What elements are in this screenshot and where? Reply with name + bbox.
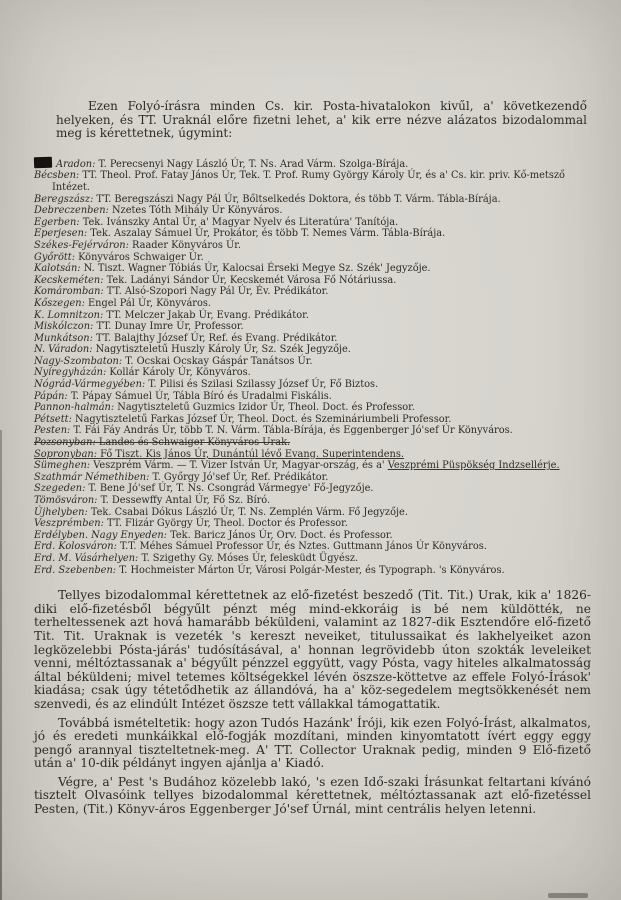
paragraph-payment-notice: Tellyes bizodalommal kérettetnek az elő-fizetést beszedő (Tit. Tit.) Urak, kik a' 1826-diki elő-fizetésből bégyűlt pénzt még mind-ekkoráig is bé nem küldötték, ne terheltessenek azt hová hamarább béküldeni, valamint az 1827-dik Esztendőre elő-fizető Tit. Tit. Uraknak is vezeték 's kereszt neveiket, titulussaikat és lakhelyeiket azon legközelebbi Pósta-járás' tudósításával, a' honnan legrövidebb úton szokták leveleiket venni, méltóztassanak a' bégyűlt pénzzel eggyütt, vagy Pósta, vagy hiteles alkalmatosság által béküldeni; mivel tetemes költségekkel lévén öszsze-köttetve az effele Folyó-Írások' kiadása; csak úgy tétetődhetik az állandóvá, ha a' köz-segedelem megtsökkenését nem szenvedi, és az elindúlt Intézet öszsze tett vállakkal támogattatik. (34, 588, 591, 711)
list-entry (34, 530, 593, 542)
entry-description: Tek. Ladányi Sándor Úr, Kecskemét Városa Fő Nótáriussa. (103, 274, 397, 286)
list-entry (34, 541, 593, 553)
list-entry (34, 205, 593, 217)
place-name: Beregszász: (34, 193, 94, 205)
entry-description: T. Hochmeister Márton Úr, Városi Polgár-Mester, és Typograph. 's Könyváros. (116, 564, 505, 576)
place-name: K. Lomnitzon: (34, 309, 104, 321)
entry-description: T. Pápay Sámuel Úr, Tábla Bíró és Uradalmi Fiskális. (67, 390, 332, 402)
place-name: Debreczenben: (34, 205, 109, 217)
place-name: Pápán: (34, 390, 68, 402)
entry-description: Tek. Csabai Dókus László Úr, T. Ns. Zemplén Várm. Fő Jegyzője. (87, 506, 408, 518)
entry-description: Nagytiszteletű Huszly Károly Úr, Sz. Szék Jegyzője. (92, 344, 351, 356)
entry-description: T. Bene Jó'sef Úr, T. Ns. Csongrád Vármegye' Fő-Jegyzője. (85, 483, 374, 495)
place-name: Bécsben: (34, 170, 80, 182)
list-entry (34, 472, 593, 484)
entry-description: TT. Beregszászi Nagy Pál Úr, Bőltselkedés Doktora, és több T. Várm. Tábla-Bírája. (93, 193, 501, 205)
list-entry (34, 286, 593, 298)
list-entry (34, 379, 593, 391)
entry-description: Nagytiszteletű Guzmics Izidor Úr, Theol. Doct. és Professor. (114, 402, 415, 414)
entry-description-underlined: Veszprémi Püspökség Indzsellérje. (387, 460, 560, 472)
entry-description: TT. Theol. Prof. Fatay János Úr, Tek. T. Prof. Rumy György Károly Úr, és a' Cs. kir. priv. Kő-metsző Intézet. (52, 170, 565, 193)
entry-description: TT. Dunay Imre Úr, Professor. (93, 321, 244, 333)
list-entry (34, 333, 593, 345)
list-entry (34, 275, 593, 287)
entry-description: T. Ocskai Ocskay Gáspár Tanátsos Úr. (122, 355, 313, 367)
list-entry (34, 402, 593, 414)
paragraph-authors-notice: Továbbá ismételtetik: hogy azon Tudós Hazánk' Íróji, kik ezen Folyó-Írást, alkalmatos, jó és eredeti munkáikkal elő-fogják mozdítani, minden kinyomtatott ívért eggy eggy pengő arannyal tiszteltetnek-meg. A' TT. Collector Uraknak pedig, minden 9 Elő-fizető után a' 10-dik példányt ingyen ajánlja a' Kiadó. (34, 715, 591, 771)
subscription-locations-list (34, 157, 593, 576)
list-entry (34, 483, 593, 495)
place-name: Tömösváron: (34, 495, 98, 506)
list-entry (34, 321, 593, 333)
entry-description: Tek. Aszalay Sámuel Úr, Prokátor, és több T. Nemes Várm. Tábla-Bírája. (87, 228, 446, 240)
list-entry (34, 356, 593, 368)
paragraph-closing-notice: Végre, a' Pest 's Budához közelebb lakó, 's ezen Idő-szaki Írásunkat feltartani kívánó tisztelt Olvasóink tellyes bizodalommal kérettetnek, méltóztassanak azt elő-fizetéssel Pesten, (Tit.) Könyv-áros Eggenberger Jó'sef Úrnál, mint centrális helyen letenni. (34, 774, 591, 817)
entry-description: Fő Tiszt. Kis János Úr, Dunántúl lévő Evang. Superintendens. (97, 448, 404, 460)
place-name: Sümeghen: (34, 460, 91, 472)
place-name: Újhelyben: (34, 506, 88, 518)
place-name: Erdélyben. Nagy Enyeden: (34, 529, 167, 541)
list-entry (34, 367, 593, 379)
list-entry (34, 553, 593, 565)
entry-description: T.T. Méhes Sámuel Professor Úr, és Nztes. Guttmann János Úr Könyváros. (116, 541, 487, 553)
place-name: Erd. M. Vásárhelyen: (34, 552, 139, 564)
list-entry (34, 217, 593, 229)
list-entry (34, 425, 593, 437)
place-name: Kőszegen: (34, 297, 85, 309)
place-name: Veszprémben: (34, 518, 104, 530)
entry-description: Nagytiszteletű Farkas József Úr, Theol. Doct. és Szemináriumbeli Professor. (71, 413, 452, 425)
place-name: N. Váradon: (34, 344, 93, 356)
place-name: Pozsonyban: (34, 437, 96, 449)
place-name: Aradon: (56, 158, 96, 170)
entry-description: TT. Melczer Jakab Úr, Evang. Prédikátor. (103, 309, 309, 321)
place-name: Komáromban: (34, 286, 104, 298)
entry-description: T. Pilisi és Szilasi Szilassy József Úr, Fő Biztos. (145, 379, 379, 391)
list-entry (34, 414, 593, 426)
list-entry (34, 298, 593, 310)
entry-description: Könyváros Schwaiger Úr. (75, 251, 204, 263)
list-entry (34, 240, 593, 252)
place-name: Erd. Szebenben: (34, 564, 117, 576)
entry-description: Raader Könyváros Úr. (128, 239, 242, 251)
list-entry (34, 310, 593, 322)
entry-description: T. Dessewffy Antal Úr, Fő Sz. Bíró. (97, 495, 271, 506)
entry-description: Engel Pál Úr, Könyváros. (84, 297, 212, 309)
place-name: Kecskeméten: (34, 274, 104, 286)
scan-edge-artifact-left (0, 430, 2, 900)
list-entry (34, 460, 593, 472)
entry-description: T. Győrgy Jó'sef Úr, Ref. Prédikátor. (149, 471, 329, 483)
entry-description: TT. Flizár György Úr, Theol. Doctor és Professor. (103, 518, 348, 530)
entry-description: Veszprém Várm. — T. Vizer István Úr, Magyar-ország, és a' (90, 460, 388, 472)
place-name: Munkátson: (34, 332, 93, 344)
list-entry (34, 437, 593, 449)
place-name: Székes-Fejérváron: (34, 239, 129, 251)
place-name: Kalotsán: (34, 263, 81, 275)
list-entry (34, 518, 593, 530)
list-entry (34, 157, 593, 171)
ink-blot (34, 156, 52, 168)
entry-description: Landes és Schwaiger Könyváros Urak. (95, 437, 291, 449)
place-name: Szegeden: (34, 483, 86, 495)
place-name: Nagy-Szombaton: (34, 355, 123, 367)
entry-description: Tek. Baricz János Úr, Orv. Doct. és Professor. (167, 529, 393, 541)
place-name: Szathmár Némethiben: (34, 471, 150, 483)
place-name: Pannon-halmán: (34, 402, 115, 414)
place-name: Eperjesen: (34, 228, 88, 240)
entry-description: TT. Alsó-Szopori Nagy Pál Úr, Év. Prédikátor. (103, 286, 329, 298)
list-entry (34, 507, 593, 519)
place-name: Győrött: (34, 251, 76, 263)
entry-description: N. Tiszt. Wagner Tóbiás Úr, Kalocsai Érseki Megye Sz. Szék' Jegyzője. (80, 263, 431, 275)
entry-description: T. Fái Fáy András Úr, több T. N. Várm. Tábla-Bírája, és Eggenberger Jó'sef Úr Könyváros. (70, 425, 513, 437)
entry-description: Kollár Károly Úr, Könyváros. (106, 367, 251, 379)
entry-description: TT. Balajthy József Úr, Ref. és Evang. Prédikátor. (92, 332, 338, 344)
scan-edge-artifact-bottom (548, 893, 588, 898)
list-entry (34, 170, 593, 193)
body-paragraphs (34, 589, 591, 817)
list-entry (34, 344, 593, 356)
list-entry (34, 252, 593, 264)
list-entry (34, 194, 593, 206)
entry-description: Tek. Ivánszky Antal Úr, a' Magyar Nyelv és Literatúra' Tanítója. (79, 216, 399, 228)
entry-description: T. Perecsenyi Nagy László Úr, T. Ns. Arad Várm. Szolga-Bírája. (95, 158, 409, 170)
place-name: Egerben: (34, 216, 80, 228)
place-name: Pétsett: (34, 413, 72, 425)
place-name: Miskólczon: (34, 321, 94, 333)
list-entry (34, 391, 593, 403)
place-name: Erd. Kolosváron: (34, 541, 117, 553)
list-entry (34, 495, 593, 507)
place-name: Nyíregyházán: (34, 367, 107, 379)
list-entry (34, 565, 593, 577)
place-name: Nógrád-Vármegyében: (34, 379, 146, 391)
entry-description: Nzetes Tóth Mihály Úr Könyváros. (108, 205, 283, 217)
intro-paragraph: Ezen Folyó-írásra minden Cs. kir. Posta-hivatalokon kivűl, a' következendő helyeken, és TT. Uraknál előre fizetni lehet, a' kik erre nézve alázatos bizodalommal meg is kérettetnek, úgymint: (56, 99, 587, 141)
list-entry (34, 449, 593, 461)
entry-description: T. Szigethy Gy. Móses Úr, felesküdt Ügyész. (138, 552, 359, 564)
list-entry (34, 228, 593, 240)
place-name: Pesten: (34, 425, 71, 437)
place-name: Sopronyban: (34, 448, 98, 460)
list-entry (34, 263, 593, 275)
